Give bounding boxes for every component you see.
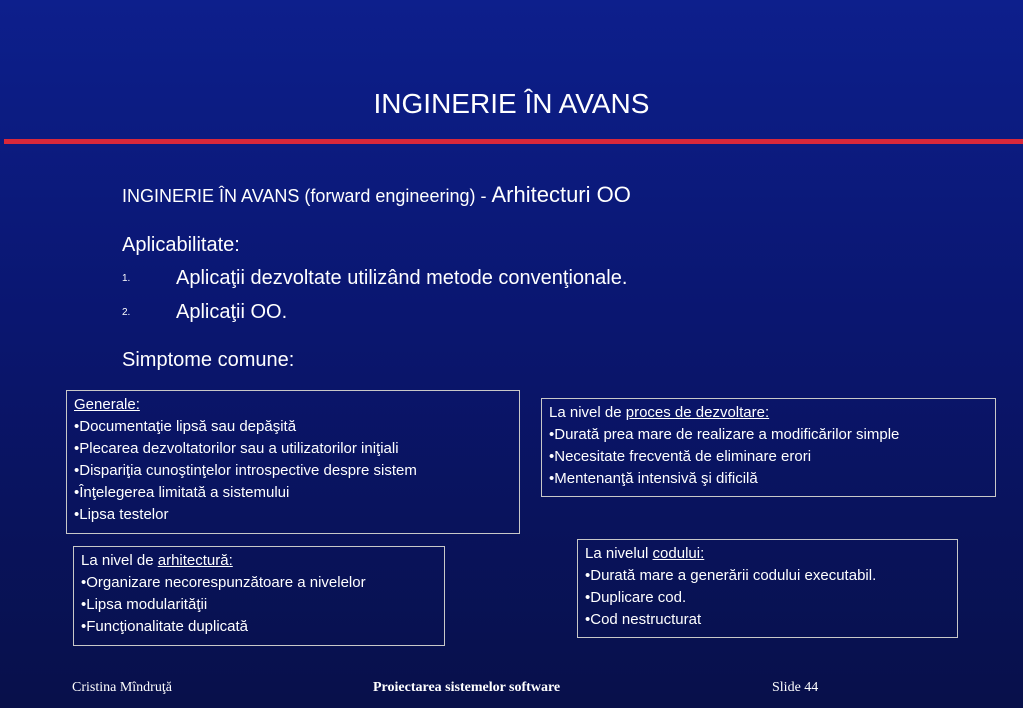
box-heading-prefix: La nivelul <box>585 545 653 562</box>
box-item: •Durată prea mare de realizare a modificărilor simple <box>549 426 900 443</box>
box-heading-line <box>549 402 988 424</box>
applicability-heading: Aplicabilitate: <box>122 234 240 256</box>
list-number: 1. <box>122 273 131 285</box>
box-item: •Înţelegerea limitată a sistemului <box>74 484 290 501</box>
subtitle-topic: Arhitecturi OO <box>491 182 631 207</box>
box-heading-line <box>585 543 950 565</box>
box-item: •Organizare necorespunzătoare a nivelelor <box>81 574 366 591</box>
box-item: •Lipsa modularităţii <box>81 596 208 613</box>
box-heading: arhitectură: <box>157 552 233 569</box>
box-item: •Duplicare cod. <box>585 589 687 606</box>
subtitle <box>122 182 631 208</box>
box-heading: proces de dezvoltare: <box>625 404 770 421</box>
subtitle-main: INGINERIE ÎN AVANS (forward engineering) - <box>122 186 487 206</box>
symptoms-heading: Simptome comune: <box>122 349 295 371</box>
box-heading-prefix: La nivel de <box>549 404 626 421</box>
list-number: 2. <box>122 307 131 319</box>
footer-author: Cristina Mîndruţă <box>72 680 172 695</box>
box-item: •Necesitate frecventă de eliminare erori <box>549 448 812 465</box>
box-item: •Lipsa testelor <box>74 506 169 523</box>
architecture-symptoms-box <box>73 546 445 646</box>
list-item <box>122 267 627 290</box>
box-item: •Durată mare a generării codului executabil. <box>585 567 877 584</box>
list-item <box>122 301 287 324</box>
process-symptoms-box <box>541 398 996 497</box>
list-text: Aplicaţii OO. <box>176 301 288 323</box>
list-text: Aplicaţii dezvoltate utilizând metode convenţionale. <box>176 267 628 289</box>
code-symptoms-box <box>577 539 958 638</box>
box-item: •Funcţionalitate duplicată <box>81 618 249 635</box>
title-divider <box>4 139 1023 144</box>
general-symptoms-box <box>66 390 520 534</box>
box-item: •Cod nestructurat <box>585 611 702 628</box>
box-heading-line <box>81 550 437 572</box>
footer-course: Proiectarea sistemelor software <box>373 680 561 695</box>
box-heading: Generale: <box>74 396 140 413</box>
box-item: •Mentenanţă intensivă şi dificilă <box>549 470 758 487</box>
box-item: •Documentaţie lipsă sau depăşită <box>74 418 297 435</box>
box-item: •Dispariţia cunoştinţelor introspective despre sistem <box>74 462 417 479</box>
box-heading: codului: <box>652 545 705 562</box>
footer-slide-number: Slide 44 <box>772 680 819 695</box>
box-heading-prefix: La nivel de <box>81 552 158 569</box>
box-item: •Plecarea dezvoltatorilor sau a utilizatorilor iniţiali <box>74 440 399 457</box>
slide-title: INGINERIE ÎN AVANS <box>373 88 650 119</box>
